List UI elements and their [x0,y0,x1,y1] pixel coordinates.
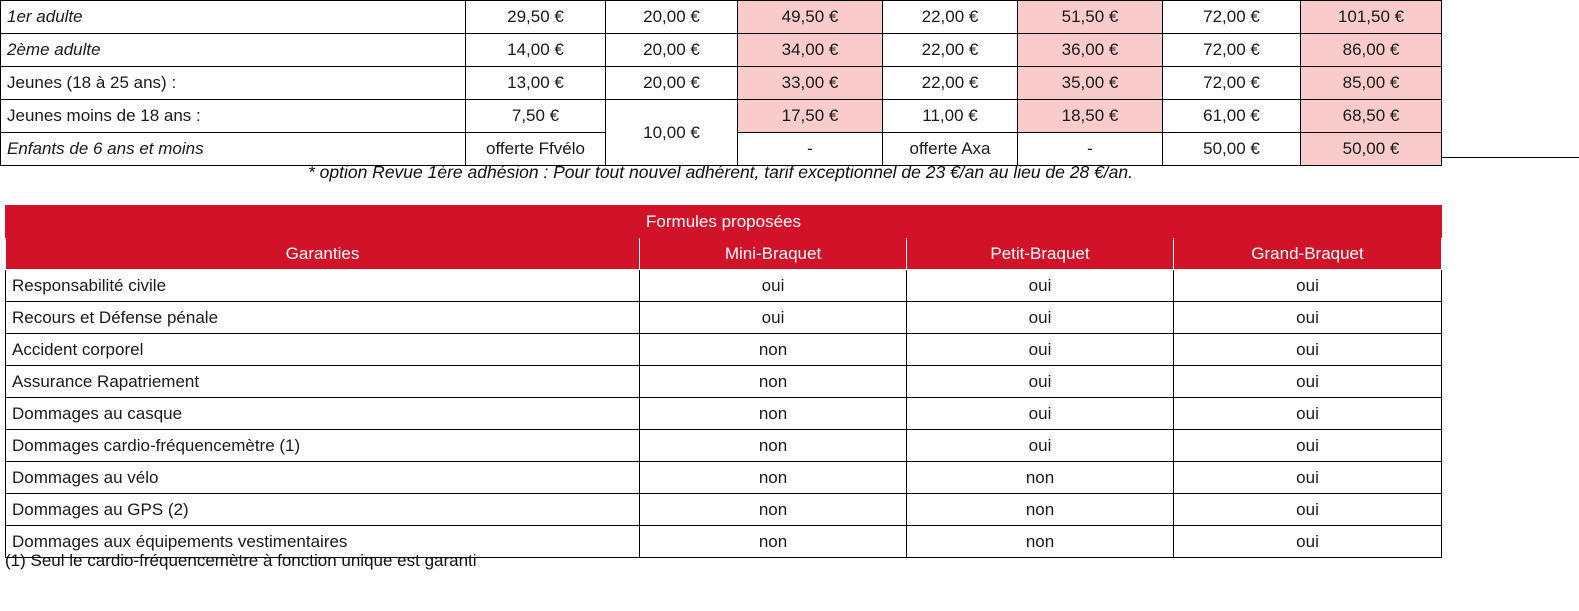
pricing-cell: 68,50 € [1301,100,1442,133]
formules-band-title: Formules proposées [6,206,1442,238]
guarantee-value: oui [640,302,907,334]
column-header-grand-braquet: Grand-Braquet [1174,238,1442,270]
guarantee-value: oui [640,270,907,302]
pricing-table [0,0,1442,166]
table-row [6,334,1442,366]
guarantee-value: non [640,494,907,526]
pricing-cell: 72,00 € [1163,67,1301,100]
pricing-cell: 10,00 € [606,100,738,166]
pricing-cell: 20,00 € [606,67,738,100]
pricing-cell: 51,50 € [1018,1,1163,34]
pricing-row-label: Enfants de 6 ans et moins [1,133,466,166]
guarantee-value: oui [907,270,1174,302]
guarantee-value: oui [1174,334,1442,366]
formules-header-row [6,238,1442,270]
table-row [6,398,1442,430]
guarantee-label: Dommages aux équipements vestimentaires [6,526,640,558]
pricing-cell: 17,50 € [738,100,883,133]
guarantee-value: non [640,526,907,558]
pricing-cell: offerte Ffvélo [466,133,606,166]
pricing-cell: 20,00 € [606,1,738,34]
pricing-cell: 20,00 € [606,34,738,67]
guarantee-label: Recours et Défense pénale [6,302,640,334]
formules-table-container [5,205,1441,558]
table-row [1,34,1442,67]
guarantee-value: oui [1174,270,1442,302]
guarantee-label: Dommages cardio-fréquencemètre (1) [6,430,640,462]
guarantee-value: oui [907,366,1174,398]
guarantee-value: oui [907,430,1174,462]
pricing-cell: 61,00 € [1163,100,1301,133]
pricing-cell: 18,50 € [1018,100,1163,133]
pricing-footnote: * option Revue 1ère adhésion : Pour tout nouvel adhérent, tarif exceptionnel de 23 €/an au lieu de 28 €/an. [307,162,1134,182]
horizontal-rule [1441,157,1579,158]
guarantee-value: non [907,462,1174,494]
table-row [6,366,1442,398]
guarantee-value: non [640,334,907,366]
pricing-cell: 33,00 € [738,67,883,100]
pricing-cell: 35,00 € [1018,67,1163,100]
guarantee-value: oui [1174,462,1442,494]
pricing-cell: 49,50 € [738,1,883,34]
pricing-cell: 13,00 € [466,67,606,100]
table-row [1,100,1442,133]
pricing-cell: 11,00 € [883,100,1018,133]
table-row [6,462,1442,494]
pricing-cell: 85,00 € [1301,67,1442,100]
guarantee-value: non [640,398,907,430]
formules-table [5,205,1442,558]
column-header-petit-braquet: Petit-Braquet [907,238,1174,270]
pricing-cell: 14,00 € [466,34,606,67]
guarantee-label: Dommages au GPS (2) [6,494,640,526]
pricing-cell: 36,00 € [1018,34,1163,67]
guarantee-value: oui [907,302,1174,334]
pricing-cell: 29,50 € [466,1,606,34]
pricing-cell: 50,00 € [1301,133,1442,166]
guarantee-value: oui [1174,494,1442,526]
guarantee-value: oui [1174,366,1442,398]
pricing-row-label: Jeunes (18 à 25 ans) : [1,67,466,100]
pricing-cell: 72,00 € [1163,1,1301,34]
table-row [1,67,1442,100]
guarantee-value: oui [907,334,1174,366]
table-row [6,494,1442,526]
guarantee-label: Responsabilité civile [6,270,640,302]
pricing-cell: - [738,133,883,166]
pricing-cell: 22,00 € [883,34,1018,67]
pricing-row-label: 1er adulte [1,1,466,34]
guarantee-label: Dommages au casque [6,398,640,430]
pricing-cell: 72,00 € [1163,34,1301,67]
formules-band-row [6,206,1442,238]
column-header-mini-braquet: Mini-Braquet [640,238,907,270]
table-row [1,1,1442,34]
guarantee-value: oui [1174,430,1442,462]
pricing-cell: 22,00 € [883,67,1018,100]
pricing-cell: 101,50 € [1301,1,1442,34]
guarantee-label: Assurance Rapatriement [6,366,640,398]
guarantee-value: oui [907,398,1174,430]
pricing-table-container [0,0,1441,166]
guarantee-value: oui [1174,302,1442,334]
pricing-cell: 50,00 € [1163,133,1301,166]
pricing-cell: - [1018,133,1163,166]
table-row [6,302,1442,334]
guarantee-value: non [640,462,907,494]
formules-note: (1) Seul le cardio-fréquencemètre à fonction unique est garanti [5,551,477,570]
pricing-row-label: 2ème adulte [1,34,466,67]
pricing-cell: 86,00 € [1301,34,1442,67]
guarantee-value: oui [1174,526,1442,558]
table-row [6,270,1442,302]
guarantee-value: non [640,366,907,398]
pricing-row-label: Jeunes moins de 18 ans : [1,100,466,133]
pricing-cell: 7,50 € [466,100,606,133]
table-row [6,430,1442,462]
guarantee-label: Accident corporel [6,334,640,366]
pricing-cell: 34,00 € [738,34,883,67]
pricing-cell: offerte Axa [883,133,1018,166]
column-header-garanties: Garanties [6,238,640,270]
pricing-cell: 22,00 € [883,1,1018,34]
guarantee-value: non [640,430,907,462]
guarantee-value: non [907,526,1174,558]
guarantee-value: oui [1174,398,1442,430]
guarantee-value: non [907,494,1174,526]
guarantee-label: Dommages au vélo [6,462,640,494]
